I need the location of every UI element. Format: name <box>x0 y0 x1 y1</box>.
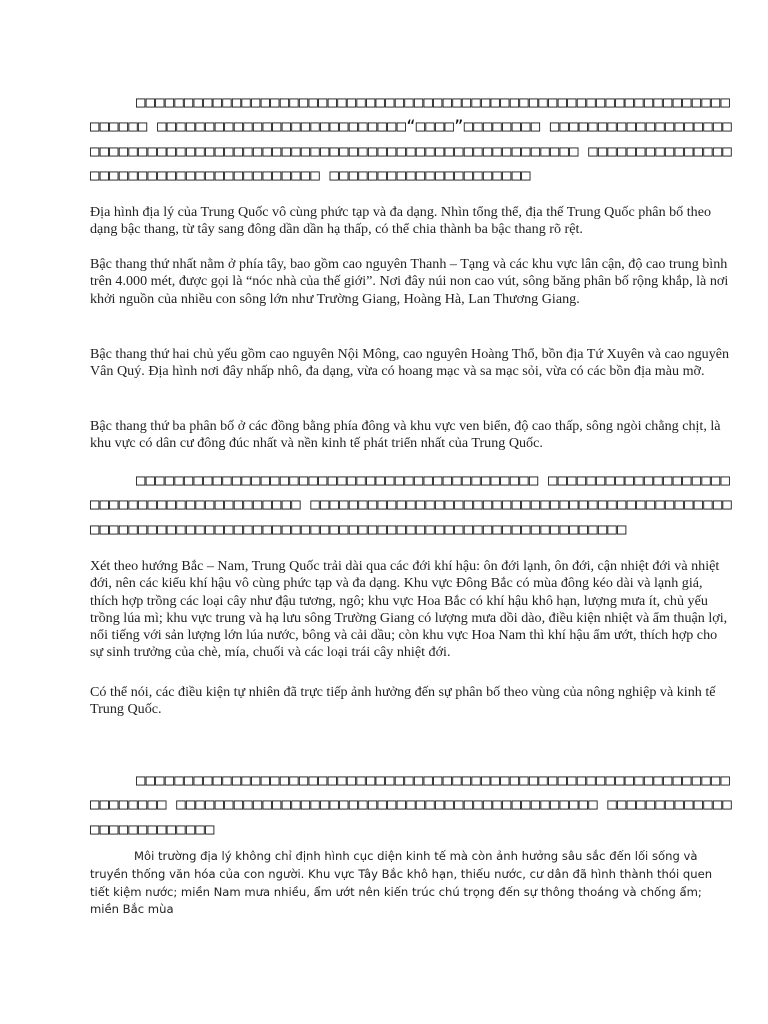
paragraph-lifestyle-culture: Môi trường địa lý không chỉ định hình cục diện kinh tế mà còn ảnh hưởng sâu sắc đến lối sống và truyền thống văn hóa của con người. Khu vực Tây Bắc khô hạn, thiếu nước, cư dân đã hình thành thói quen tiết kiệm nước; miền Nam mưa nhiều, ẩm ướt nên kiến trúc chú trọng đến sự thông thoáng và chống ẩm; miền Bắc mùa <box>90 849 713 917</box>
paragraph-first-step: Bậc thang thứ nhất nằm ở phía tây, bao gồm cao nguyên Thanh – Tạng và các khu vực lân cận, độ cao trung bình trên 4.000 mét, được gọi là “nóc nhà của thế giới”. Nơi đây núi non cao vút, sông băng phân bố rộng khắp, là nơi khởi nguồn của nhiều con sông lớn như Trường Giang, Hoàng Hà, Lan Thương Giang. <box>90 256 729 307</box>
foreign-paragraph-3: □□□□□□□□□□□□□□□□□□□□□□□□□□□□□□□□□□□□□□□□□□□□□□□□□□□□□□□□□□□□□□□□□□□□□□ □□□□□□□□□□□□□□□□□□□□□□□□□□□□□□□□□□□□□□□□□□□□ □□□□□□□□□□□□□□□□□□□□□□□□□□ <box>90 771 732 838</box>
paragraph-second-step: Bậc thang thứ hai chủ yếu gồm cao nguyên Nội Mông, cao nguyên Hoàng Thổ, bồn địa Tứ Xuyên và cao nguyên Vân Quý. Địa hình nơi đây nhấp nhô, đa dạng, vừa có hoang mạc và sa mạc sỏi, vừa có các bồn địa màu mỡ. <box>90 346 730 380</box>
paragraph-terrain-overview: Địa hình địa lý của Trung Quốc vô cùng phức tạp và đa dạng. Nhìn tổng thể, địa thế Trung Quốc phân bố theo dạng bậc thang, từ tây sang đông dần dần hạ thấp, có thể chia thành ba bậc thang rõ rệt. <box>90 204 712 238</box>
paragraph-conclusion: Có thể nói, các điều kiện tự nhiên đã trực tiếp ảnh hưởng đến sự phân bố theo vùng của nông nghiệp và kinh tế Trung Quốc. <box>90 684 716 718</box>
paragraph-third-step: Bậc thang thứ ba phân bố ở các đồng bằng phía đông và khu vực ven biển, độ cao thấp, sông ngòi chằng chịt, là khu vực có dân cư đông đúc nhất và nền kinh tế phát triển nhất của Trung Quốc. <box>90 418 721 452</box>
paragraph-climate-zones: Xét theo hướng Bắc – Nam, Trung Quốc trải dài qua các đới khí hậu: ôn đới lạnh, ôn đới, cận nhiệt đới và nhiệt đới, nên các kiểu khí hậu vô cùng phức tạp và đa dạng. Khu vực Đông Bắc có mùa đông kéo dài và lạnh giá, thích hợp trồng các loại cây như đậu tương, ngô; khu vực Hoa Bắc có khí hậu khô hạn, lượng mưa ít, chủ yếu trồng lúa mì; khu vực trung và hạ lưu sông Trường Giang có lượng mưa dồi dào, điều kiện nhiệt và ẩm thuận lợi, nổi tiếng với sản lượng lớn lúa nước, bông và cải dầu; còn khu vực Hoa Nam thì khí hậu ẩm ướt, thích hợp cho sự sinh trưởng của chè, mía, chuối và các loại trái cây nhiệt đới. <box>90 558 728 661</box>
foreign-paragraph-1: □□□□□□□□□□□□□□□□□□□□□□□□□□□□□□□□□□□□□□□□□□□□□□□□□□□□□□□□□□□□□□□□□□□□ □□□□□□□□□□□□□□□□□□□□□□□□□□“□□□□”□□□□□□□□ □□□□□□□□□□□□□□□□□□□□□□□□□□□□□□□□□□□□□□□□□□□□□□□□□□□□□□□□□□□□□□□□□□□□□□ □□□□□□□□□□□□□□□□□□□□□□□□□□□□□□□□□□□□□□□ □□□□□□□□□□□□□□□□□□□□□ <box>90 93 732 184</box>
foreign-paragraph-2: □□□□□□□□□□□□□□□□□□□□□□□□□□□□□□□□□□□□□□□□□□ □□□□□□□□□□□□□□□□□□□□□□□□□□□□□□□□□□□□□□□□□ □□□□□□□□□□□□□□□□□□□□□□□□□□□□□□□□□□□□□□□□□□□□□□□□□□□□□□□□□□□□□□□□□□□□□□□□□□□□□□□□□□□□□□□□□□□□□□□□□□□□ <box>90 471 732 538</box>
